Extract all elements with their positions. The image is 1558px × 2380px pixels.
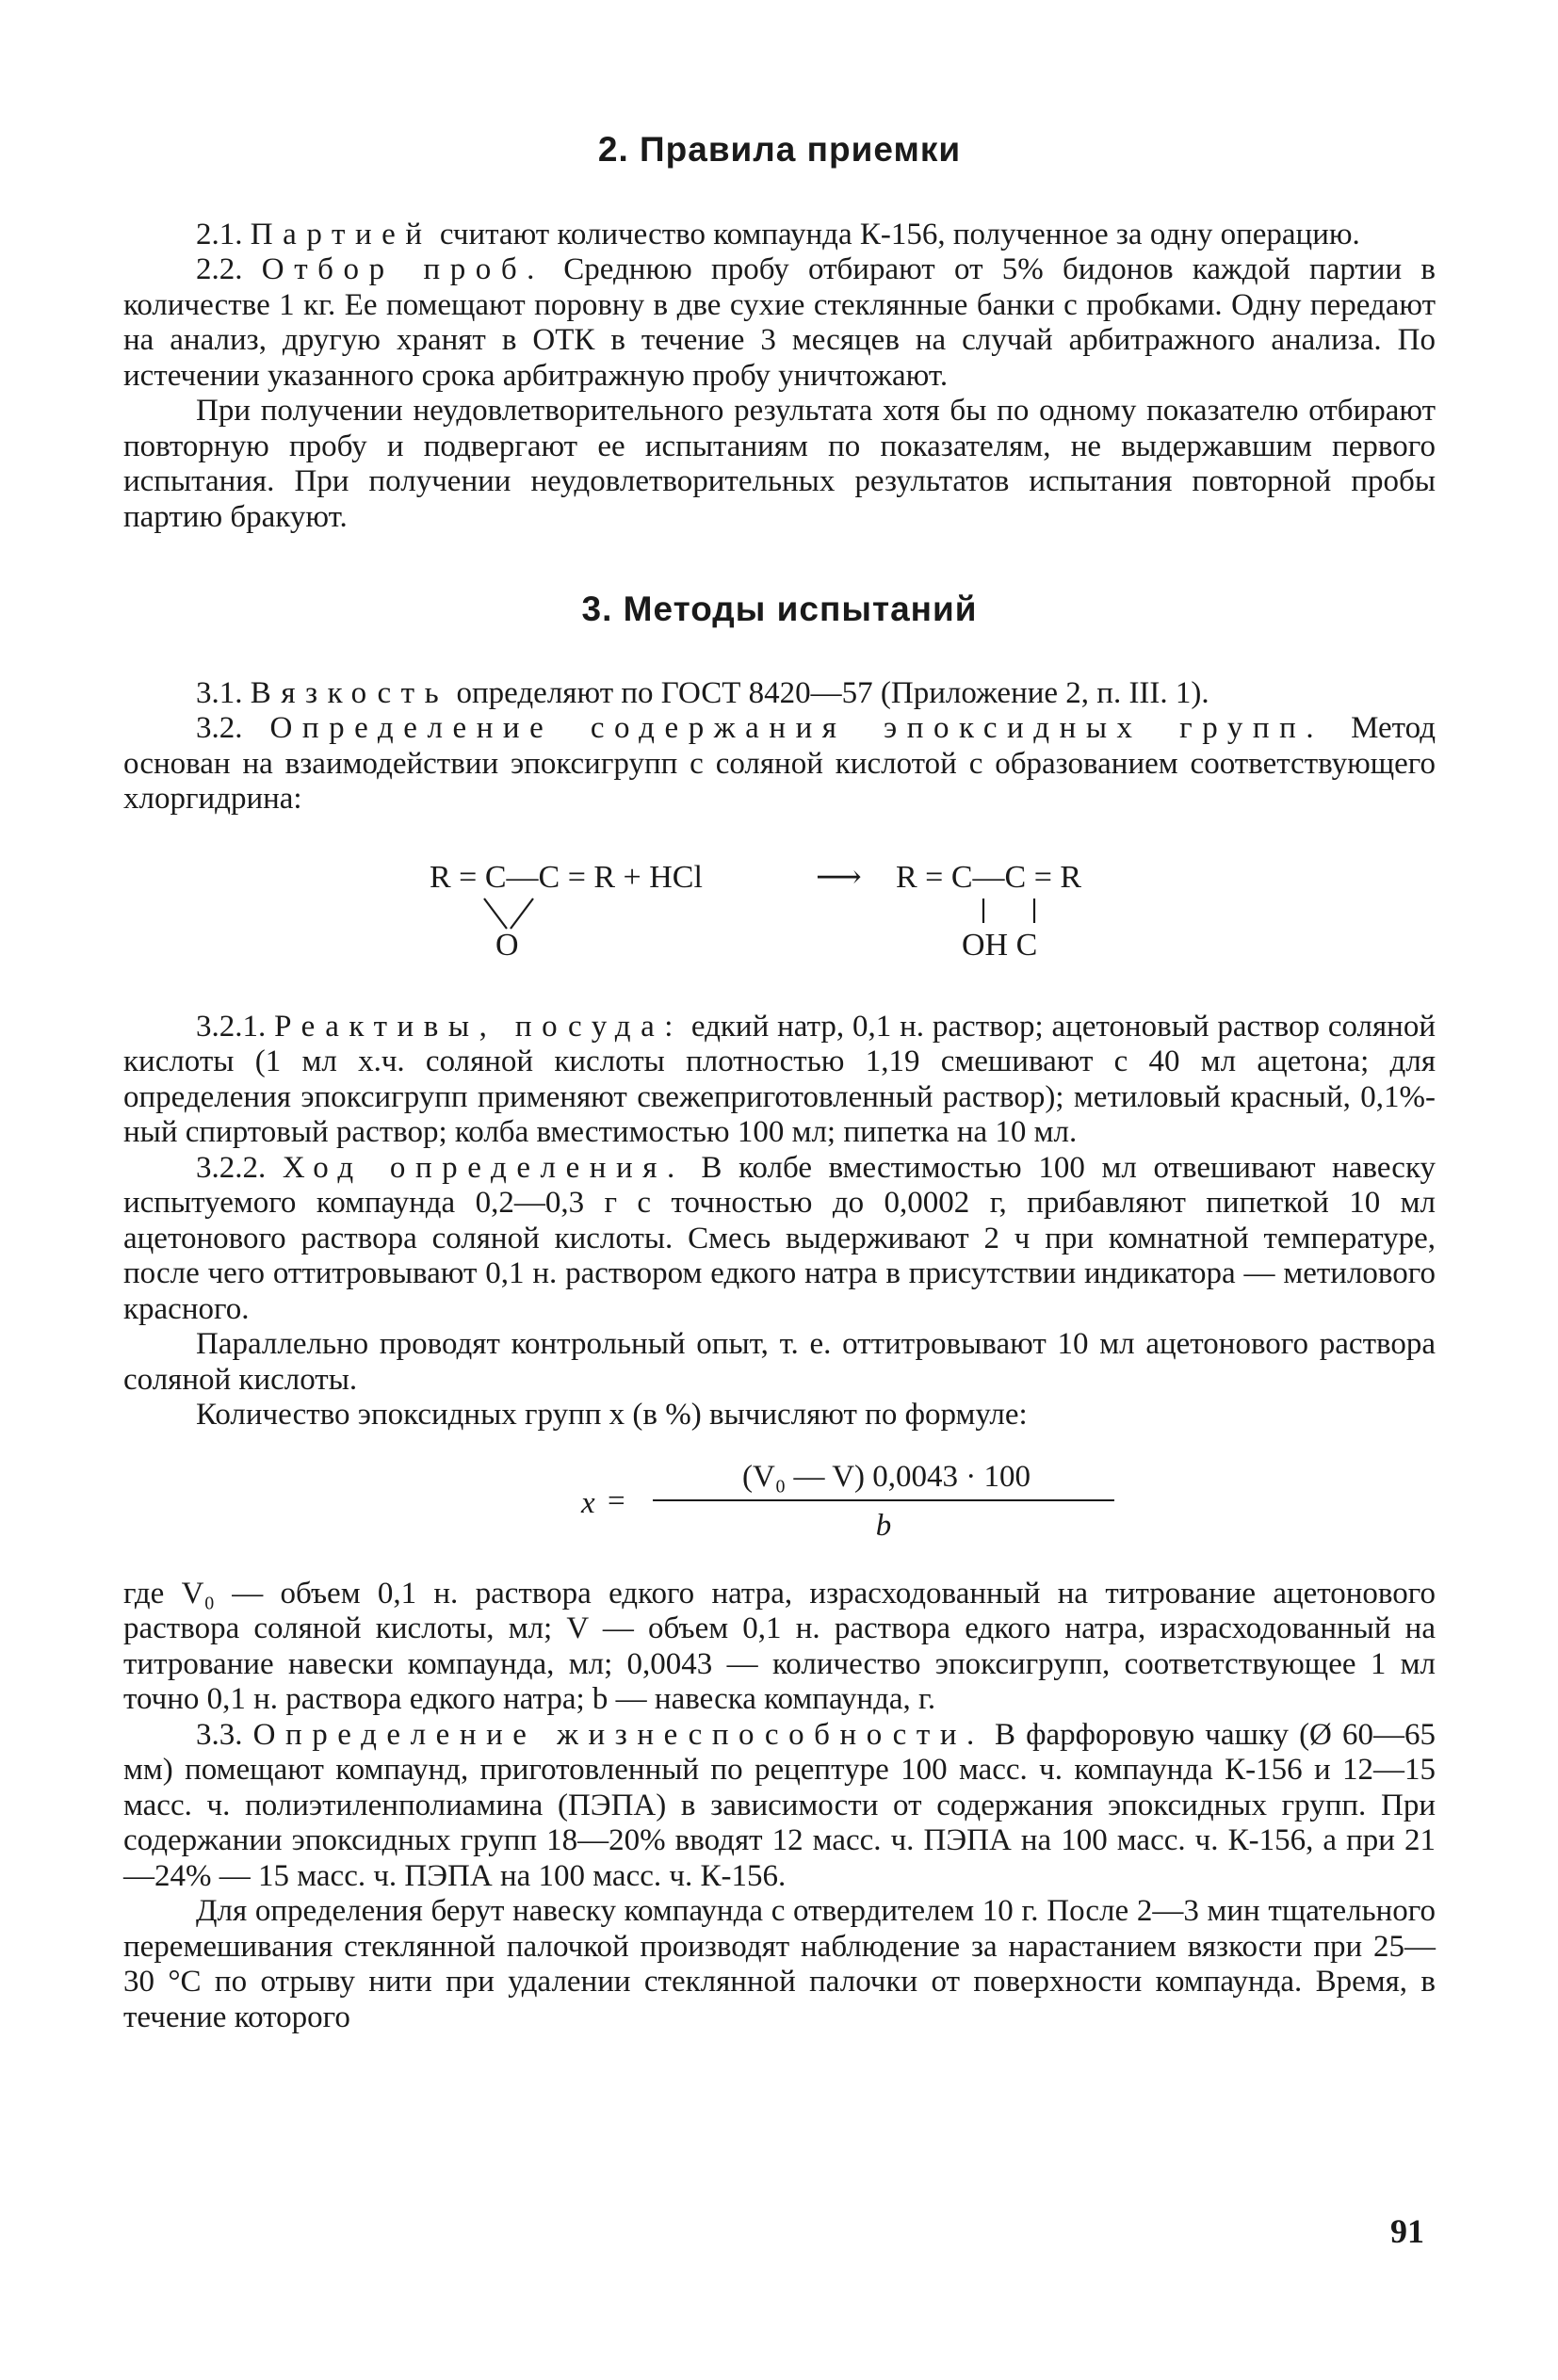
clause-text: Метод основан на взаимодействии эпоксигрупп с соляной кислотой с образованием соответствующего хлоргидрина: [123,711,1436,816]
paragraph-3-2 [123,711,1436,818]
paragraph-retest: При получении неудовлетворительного результата хотя бы по одному показателю отбирают повторную пробу и подвергают ее испытаниям по показателям, не выдержавшим первого испытания. При получении неудовлетворительных результатов испытания повторной пробы партию бракуют. [123,394,1436,534]
clause-number: 3.2.2. [196,1150,283,1185]
paragraph-2-1 [123,218,1436,253]
clause-keyword: Определение жизнеспособности. [252,1717,984,1752]
reaction-right-side: R = C—C = R [896,859,1082,895]
section-2-title: 2. Правила приемки [597,130,962,169]
epoxide-bond-left [484,899,507,929]
clause-number: 3.2. [196,711,270,745]
clause-keyword: Ход определения. [282,1150,685,1185]
clause-text: В фарфоровую чашку (Ø 60—65 мм) помещают компаунд, приготовленный по рецептуре 100 масс. ч. компаунда К-156 и 12—15 масс. ч. полиэтиленполиамина (ПЭПА) в зависимости от содержания эпоксидных групп. При содержании эпоксидных групп 18—20% вводят 12 масс. ч. ПЭПА на 100 масс. ч. К-156, а при 21—24% — 15 масс. ч. ПЭПА на 100 масс. ч. К-156. [123,1717,1436,1893]
formula-denominator: b [875,1508,892,1543]
epoxy-formula [123,1458,1436,1556]
paragraph-2-2 [123,252,1436,394]
clause-text: определяют по ГОСТ 8420—57 (Приложение 2, п. III. 1). [448,675,1209,710]
clause-keyword: Отбор проб. [261,252,544,286]
page-number: 91 [1390,2212,1424,2250]
paragraph-3-1 [123,676,1436,712]
paragraph-3-2-1 [123,1010,1436,1151]
clause-keyword: Партией [250,217,432,251]
formula-equals: = [608,1483,625,1518]
clause-number: 3.3. [196,1717,253,1752]
clause-text: считают количество компаунда К-156, полученное за одну операцию. [431,217,1360,251]
reaction-diagram [430,850,1277,983]
paragraph-3-3 [123,1718,1436,1895]
paragraph-formula-intro: Количество эпоксидных групп x (в %) вычисляют по формуле: [196,1398,1028,1432]
epoxide-oxygen: O [495,927,519,963]
clause-keyword: Реактивы, посуда: [274,1009,684,1044]
clause-keyword: Определение содержания эпоксидных групп. [269,711,1324,745]
section-3-title: 3. Методы испытаний [581,590,978,628]
clause-number: 3.1. [196,675,251,710]
clause-text: едкий натр, 0,1 н. раствор; ацетоновый раствор соляной кислоты (1 мл х.ч. соляной кислоты плотностью 1,19 смешивают с 40 мл ацетона; для определения эпоксигрупп применяют свежеприготовленный раствор); метиловый красный, 0,1%-ный спиртовый раствор; колба вместимостью 100 мл; пипетка на 10 мл. [123,1009,1436,1149]
epoxide-bond-right [511,899,533,929]
clause-number: 2.1. [196,217,251,251]
chemical-reaction [123,850,1436,983]
paragraph-pot-life: Для определения берут навеску компаунда с отвердителем 10 г. После 2—3 мин тщательного перемешивания стеклянной палочкой производят наблюдение за нарастанием вязкости при 25—30 °С по отрыву нити при удалении стеклянной палочки от поверхности компаунда. Время, в течение которого [123,1894,1436,2034]
reaction-substituents: OH C [962,927,1038,963]
page-content [123,132,1436,2035]
reaction-left-side: R = C—C = R + HCl [430,859,703,895]
clause-number: 3.2.1. [196,1009,275,1044]
fraction-bar [653,1499,1114,1501]
clause-text: В колбе вместимостью 100 мл отвешивают навеску испытуемого компаунда 0,2—0,3 г с точностью до 0,0002 г, прибавляют пипеткой 10 мл ацетонового раствора соляной кислоты. Смесь выдерживают 2 ч при комнатной температуре, после чего оттитровывают 0,1 н. раствором едкого натра в присутствии индикатора — метилового красного. [123,1150,1436,1326]
clause-number: 2.2. [196,252,262,286]
paragraph-control-test: Параллельно проводят контрольный опыт, т. е. оттитровывают 10 мл ацетонового раствора соляной кислоты. [123,1327,1436,1397]
clause-keyword: Вязкость [250,675,449,710]
paragraph-3-2-2 [123,1151,1436,1328]
formula-lhs: x [581,1485,595,1520]
clause-text: Среднюю пробу отбирают от 5% бидонов каждой партии в количестве 1 кг. Ее помещают поровну в две сухие стеклянные банки с пробками. Одну передают на анализ, другую хранят в ОТК в течение 3 месяцев на случай арбитражного анализа. По истечении указанного срока арбитражную пробу уничтожают. [123,252,1436,393]
formula-numerator: (V₀ — V) 0,0043 · 100 [741,1459,1031,1494]
paragraph-where: где V₀ — объем 0,1 н. раствора едкого натра, израсходованный на титрование ацетонового раствора соляной кислоты, мл; V — объем 0,1 н. раствора едкого натра, израсходованный на титрование навески компаунда, мл; 0,0043 — количество эпоксигрупп, соответствующее 1 мл точно 0,1 н. раствора едкого натра; b — навеска компаунда, г. [123,1576,1436,1716]
reaction-arrow: ⟶ [816,859,862,895]
